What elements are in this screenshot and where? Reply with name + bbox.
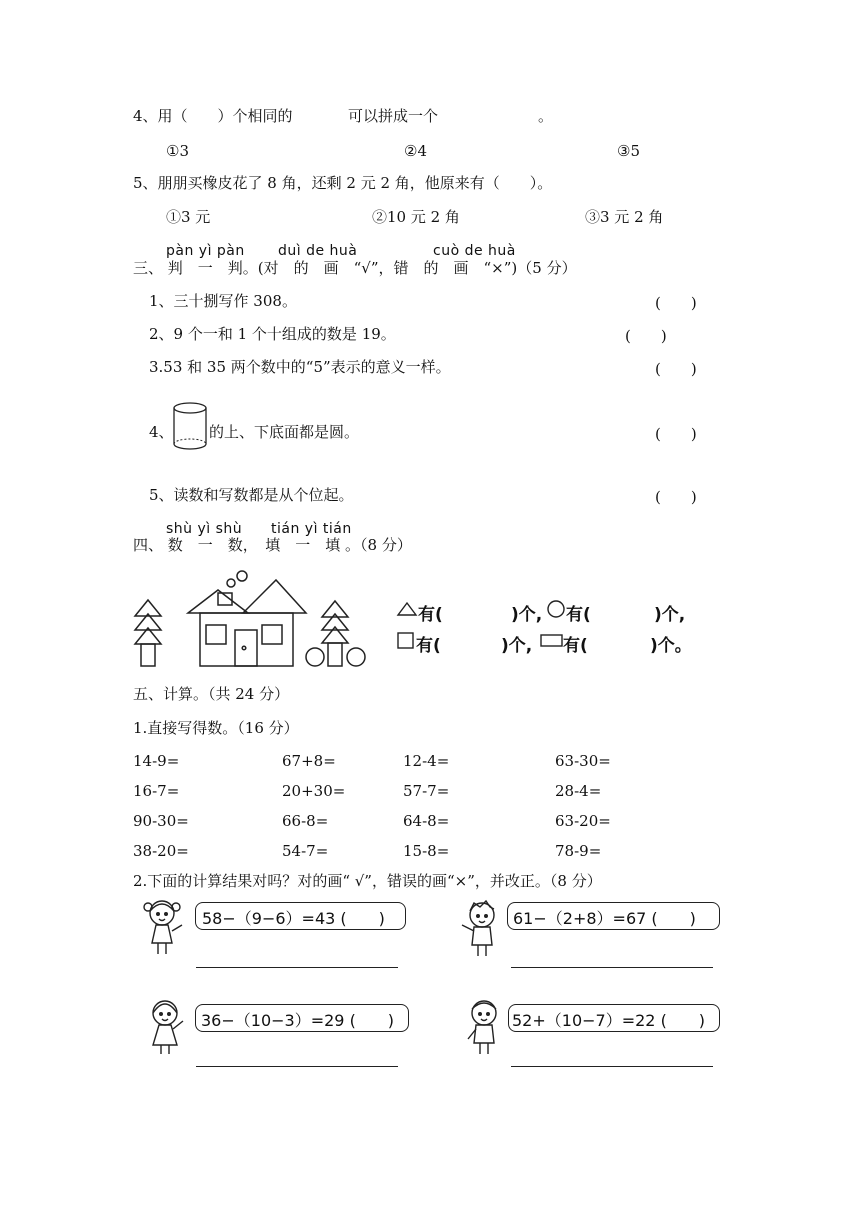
square-label: 有(	[416, 636, 441, 656]
s3-pinyin-2: duì de huà	[278, 243, 358, 259]
square-icon	[397, 632, 415, 650]
s3-paren-3[interactable]: ( )	[655, 360, 697, 378]
bubble-text-2: 61−（2+8）=67 ( )	[513, 909, 696, 928]
calc-item: 67+8=	[282, 752, 336, 770]
s5-sub2: 2.下面的计算结果对吗？对的画“ √”，错误的画“×”，并改正。（8 分）	[133, 872, 602, 890]
bubble-text-3: 36−（10−3）=29 ( )	[201, 1011, 395, 1030]
s3-pinyin-1: pàn yì pàn	[166, 243, 245, 259]
rectangle-label: 有(	[563, 636, 588, 656]
s3-item-4: 的上、下底面都是圆。	[209, 423, 360, 441]
calc-item: 28-4=	[555, 782, 602, 800]
q5-option-3: ③3 元 2 角	[585, 208, 664, 226]
rectangle-count-end: )个。	[650, 636, 692, 656]
calc-item: 38-20=	[133, 842, 189, 860]
s3-item-2: 2、9 个一和 1 个十组成的数是 19。	[149, 325, 396, 343]
s3-paren-2[interactable]: ( )	[625, 327, 667, 345]
q5-option-1: ①3 元	[166, 208, 211, 226]
s3-item-5: 5、读数和写数都是从个位起。	[149, 486, 354, 504]
bubble-text-1: 58−（9−6）=43 ( )	[202, 909, 385, 928]
s3-item-1: 1、三十捌写作 308。	[149, 292, 297, 310]
circle-icon	[547, 600, 565, 618]
girl-icon	[143, 997, 191, 1057]
triangle-icon	[397, 602, 417, 616]
q4-option-3: ③5	[617, 142, 640, 160]
triangle-label: 有(	[418, 605, 443, 625]
q4-end: 。	[538, 107, 554, 125]
circle-label: 有(	[566, 605, 591, 625]
calc-item: 57-7=	[403, 782, 450, 800]
q4-option-2: ②4	[404, 142, 427, 160]
answer-line-1[interactable]	[196, 967, 398, 968]
answer-line-4[interactable]	[511, 1066, 713, 1067]
s3-item-3: 3.53 和 35 两个数中的“5”表示的意义一样。	[149, 358, 451, 376]
q4-prefix: 4、用（ ）个相同的	[133, 107, 293, 125]
boy-icon	[462, 997, 510, 1057]
s4-pinyin-1: shù yì shù	[166, 521, 243, 537]
calc-item: 54-7=	[282, 842, 329, 860]
calc-item: 90-30=	[133, 812, 189, 830]
calc-item: 78-9=	[555, 842, 602, 860]
square-count-end: )个,	[501, 636, 533, 656]
q5-text: 5、朋朋买橡皮花了 8 角，还剩 2 元 2 角，他原来有（ ）。	[133, 174, 553, 192]
boy-icon	[458, 899, 506, 959]
q4-mid: 可以拼成一个	[348, 107, 439, 125]
shapes-figure	[128, 568, 373, 670]
calc-item: 63-20=	[555, 812, 611, 830]
calc-item: 20+30=	[282, 782, 346, 800]
calc-item: 12-4=	[403, 752, 450, 770]
girl-icon	[140, 897, 188, 957]
calc-item: 14-9=	[133, 752, 180, 770]
calc-item: 15-8=	[403, 842, 450, 860]
s3-pinyin-3: cuò de huà	[433, 243, 516, 259]
cylinder-icon	[173, 402, 209, 452]
s4-pinyin-2: tián yì tián	[271, 521, 352, 537]
s3-paren-5[interactable]: ( )	[655, 488, 697, 506]
calc-item: 63-30=	[555, 752, 611, 770]
s3-paren-1[interactable]: ( )	[655, 294, 697, 312]
answer-line-3[interactable]	[196, 1066, 398, 1067]
circle-count-end: )个,	[654, 605, 686, 625]
q5-option-2: ②10 元 2 角	[372, 208, 460, 226]
s3-paren-4[interactable]: ( )	[655, 425, 697, 443]
s3-item-4-num: 4、	[149, 423, 174, 441]
answer-line-2[interactable]	[511, 967, 713, 968]
s5-title: 五、计算。（共 24 分）	[133, 685, 290, 703]
s3-title: 三、 判 一 判。(对 的 画 “√”，错 的 画 “×”)（5 分）	[133, 259, 577, 277]
bubble-text-4: 52+（10−7）=22 ( )	[512, 1011, 706, 1030]
s5-sub1: 1.直接写得数。（16 分）	[133, 719, 299, 737]
s4-title: 四、 数 一 数， 填 一 填 。（8 分）	[133, 536, 412, 554]
calc-item: 64-8=	[403, 812, 450, 830]
rectangle-icon	[540, 634, 564, 648]
calc-item: 16-7=	[133, 782, 180, 800]
q4-option-1: ①3	[166, 142, 189, 160]
calc-item: 66-8=	[282, 812, 329, 830]
triangle-count-end: )个,	[511, 605, 543, 625]
